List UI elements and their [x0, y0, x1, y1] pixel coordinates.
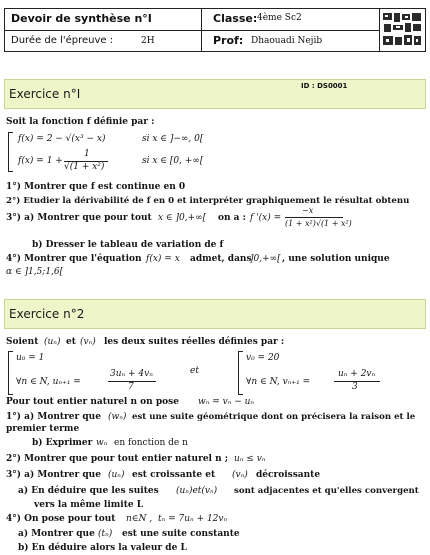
ex2-question-1a-w: (wₙ): [108, 412, 127, 422]
v-recurrence-numerator: uₙ + 2vₙ: [338, 369, 376, 379]
header-divider-vertical: [201, 9, 202, 51]
exercise2-banner: [4, 299, 426, 329]
class-value: 4ème Sc2: [257, 13, 302, 23]
piecewise-brace: [8, 132, 13, 172]
ex2-question-2-inequality: uₙ ≤ vₙ: [234, 454, 266, 464]
ex2-question-4: 4°) On pose pour tout: [6, 514, 116, 524]
alpha-interval: α ∈ ]1,5;1,6[: [6, 267, 64, 277]
ex1-question-4-mid: admet, dans: [190, 254, 252, 264]
ex2-question-3a-v: (vₙ): [232, 470, 248, 480]
header-divider-logo: [379, 9, 380, 51]
duration-value: 2H: [141, 36, 155, 46]
derivative-denominator: (1 + x²)√(1 + x²): [285, 219, 352, 228]
w-definition-text: Pour tout entier naturel n on pose: [6, 397, 179, 407]
ex2-question-1b-rest: en fonction de n: [114, 438, 188, 448]
t-definition: tₙ = 7uₙ + 12vₙ: [158, 514, 228, 524]
ex1-question-3a-interval: x ∈ ]0,+∞[: [158, 213, 207, 223]
u-recurrence-lhs: ∀n ∈ N, uₙ₊₁ =: [16, 377, 81, 387]
f-def-positive-domain: si x ∈ [0, +∞[: [142, 156, 204, 166]
duration-label: Durée de l'épreuve :: [11, 35, 114, 46]
v-recurrence-lhs: ∀n ∈ N, vₙ₊₁ =: [246, 377, 311, 387]
ex2-question-4a-t: (tₙ): [98, 529, 113, 539]
ex1-question-4-equation: f(x) = x: [146, 254, 180, 264]
f-def-positive-denominator: √(1 + x²): [64, 162, 105, 172]
ex2-question-4b: b) En déduire alors la valeur de L: [18, 543, 187, 553]
f-def-negative: f(x) = 2 − √(x³ − x): [18, 134, 106, 144]
exercise1-title: Exercice n°I: [9, 87, 81, 101]
exercise-id: ID : DS0001: [301, 82, 348, 90]
f-def-positive: f(x) = 1 +: [18, 156, 63, 166]
ex2-intro-u: (uₙ): [44, 337, 61, 347]
ex2-question-1b-w: wₙ: [96, 438, 108, 448]
prof-name: Dhaouadi Nejib: [251, 36, 323, 46]
u0-definition: u₀ = 1: [16, 353, 45, 363]
f-def-positive-numerator: 1: [84, 149, 90, 159]
ex2-question-4-n: n∈N ,: [126, 514, 153, 524]
ex2-question-3b: a) En déduire que les suites: [18, 486, 159, 496]
exercise1-banner: [4, 79, 426, 109]
ex1-question-1: 1°) Montrer que f est continue en 0: [6, 182, 186, 192]
v-system-brace: [238, 351, 243, 395]
exercise1-intro: Soit la fonction f définie par :: [6, 117, 155, 127]
derivative-lhs: f '(x) =: [250, 213, 282, 223]
system-et: et: [190, 366, 199, 376]
ex2-intro-soient: Soient: [6, 337, 39, 347]
ex1-question-4-end: , une solution unique: [282, 254, 390, 264]
ex1-question-2: 2°) Etudier la dérivabilité de f en 0 et interpréter graphiquement le résultat obtenu: [6, 196, 410, 206]
ex2-question-4a: a) Montrer que: [18, 529, 95, 539]
v-recurrence-denominator: 3: [352, 382, 358, 392]
ex2-question-1a: 1°) a) Montrer que: [6, 412, 101, 422]
header-divider-horizontal: [5, 30, 379, 31]
header-table: [4, 8, 426, 52]
exam-title: Devoir de synthèse n°I: [11, 12, 152, 25]
v0-definition: v₀ = 20: [246, 353, 280, 363]
derivative-numerator: −x: [302, 206, 314, 215]
ex2-question-3a: 3°) a) Montrer que: [6, 470, 101, 480]
ex2-question-4a-rest: est une suite constante: [122, 529, 240, 539]
ex2-question-3b-end: vers la même limite L: [34, 500, 144, 510]
ex1-question-3b: b) Dresser le tableau de variation de f: [32, 240, 224, 250]
ex2-question-2: 2°) Montrer que pour tout entier naturel n ;: [6, 454, 229, 464]
exercise2-title: Exercice n°2: [9, 307, 85, 321]
ex1-question-3a: 3°) a) Montrer que pour tout: [6, 213, 152, 223]
ex2-question-1a-end: premier terme: [6, 424, 80, 434]
class-label: Classe:: [213, 12, 258, 25]
ex2-intro-rest: les deux suites réelles définies par :: [104, 337, 285, 347]
school-logo-icon: [381, 10, 424, 50]
ex2-question-3b-uv: (uₙ)et(vₙ): [176, 486, 218, 496]
ex1-question-4: 4°) Montrer que l'équation: [6, 254, 142, 264]
ex1-question-4-interval: ]0,+∞[: [250, 254, 281, 264]
prof-label: Prof:: [213, 34, 244, 47]
ex2-intro-v: (vₙ): [80, 337, 96, 347]
ex2-question-3a-end: décroissante: [256, 470, 321, 480]
ex2-question-1a-rest: est une suite géométrique dont on précisera la raison et le: [132, 412, 416, 422]
ex2-question-3b-rest: sont adjacentes et qu'elles convergent: [234, 486, 419, 496]
ex1-question-3a-on: on a :: [218, 213, 246, 223]
u-recurrence-denominator: 7: [128, 382, 134, 392]
w-definition-formula: wₙ = vₙ − uₙ: [198, 397, 255, 407]
ex2-intro-et: et: [66, 337, 76, 347]
u-recurrence-numerator: 3uₙ + 4vₙ: [110, 369, 153, 379]
ex2-question-3a-u: (uₙ): [108, 470, 125, 480]
f-def-negative-domain: si x ∈ ]−∞, 0[: [142, 134, 204, 144]
ex2-question-3a-mid: est croissante et: [132, 470, 216, 480]
u-system-brace: [8, 351, 13, 395]
ex2-question-1b: b) Exprimer: [32, 438, 93, 448]
